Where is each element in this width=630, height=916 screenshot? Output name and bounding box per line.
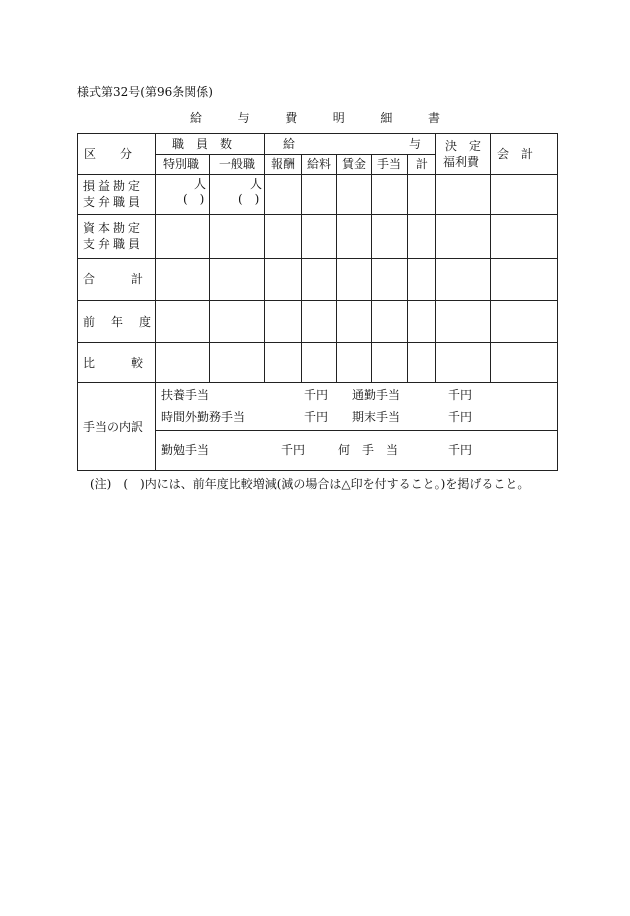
allowance-unit: 千円 <box>304 410 329 424</box>
row-label-capital-1: 資本勘定 <box>83 221 144 235</box>
title-char: 細 <box>380 111 393 125</box>
footnote: (注) ( )内には、前年度比較増減(減の場合は△印を付すること。)を掲げること。 <box>90 477 530 491</box>
header-general-staff: 一般職 <box>219 157 256 171</box>
row-label-total: 合 計 <box>83 272 148 286</box>
header-wages: 賃金 <box>342 157 367 171</box>
header-remuneration: 報酬 <box>271 157 296 171</box>
allowance-breakdown-label: 手当の内訳 <box>83 420 144 434</box>
header-pay: 給料 <box>307 157 332 171</box>
allowance-other: 何 手 当 <box>338 443 399 457</box>
row-label-comparison: 比 較 <box>83 356 148 370</box>
header-salary-left: 給 <box>283 137 296 151</box>
unit-person-general: 人 <box>250 177 263 191</box>
header-staff-count: 職 員 数 <box>172 137 233 151</box>
title-char: 与 <box>237 111 250 125</box>
title-char: 明 <box>332 111 345 125</box>
header-subtotal: 計 <box>416 157 429 171</box>
paren-special: ( ) <box>183 192 205 206</box>
allowance-term-end: 期末手当 <box>352 410 401 424</box>
allowance-diligence: 勤勉手当 <box>161 443 210 457</box>
row-label-capital-2: 支弁職員 <box>83 237 144 251</box>
allowance-unit: 千円 <box>304 388 329 402</box>
allowance-unit: 千円 <box>448 410 473 424</box>
row-label-prior-year: 前 年 度 <box>83 315 154 329</box>
title-char: 給 <box>190 111 203 125</box>
allowance-overtime: 時間外勤務手当 <box>161 410 246 424</box>
unit-person-special: 人 <box>194 177 207 191</box>
header-welfare-1: 決 定 <box>445 139 482 153</box>
form-number-label: 様式第32号(第96条関係) <box>77 85 213 99</box>
title-char: 費 <box>285 111 298 125</box>
allowance-unit: 千円 <box>281 443 306 457</box>
allowance-commute: 通勤手当 <box>352 388 401 402</box>
header-special-staff: 特別職 <box>163 157 200 171</box>
title-char: 書 <box>427 111 440 125</box>
header-welfare-2: 福利費 <box>443 155 480 169</box>
allowance-dependent: 扶養手当 <box>161 388 210 402</box>
allowance-unit: 千円 <box>448 443 473 457</box>
header-salary-right: 与 <box>409 137 422 151</box>
row-label-profit-1: 損益勘定 <box>83 179 144 193</box>
header-allowance: 手当 <box>377 157 402 171</box>
header-kubun: 区 分 <box>84 147 133 161</box>
header-total: 会 計 <box>497 147 534 161</box>
row-label-profit-2: 支弁職員 <box>83 195 144 209</box>
paren-general: ( ) <box>238 192 260 206</box>
allowance-unit: 千円 <box>448 388 473 402</box>
